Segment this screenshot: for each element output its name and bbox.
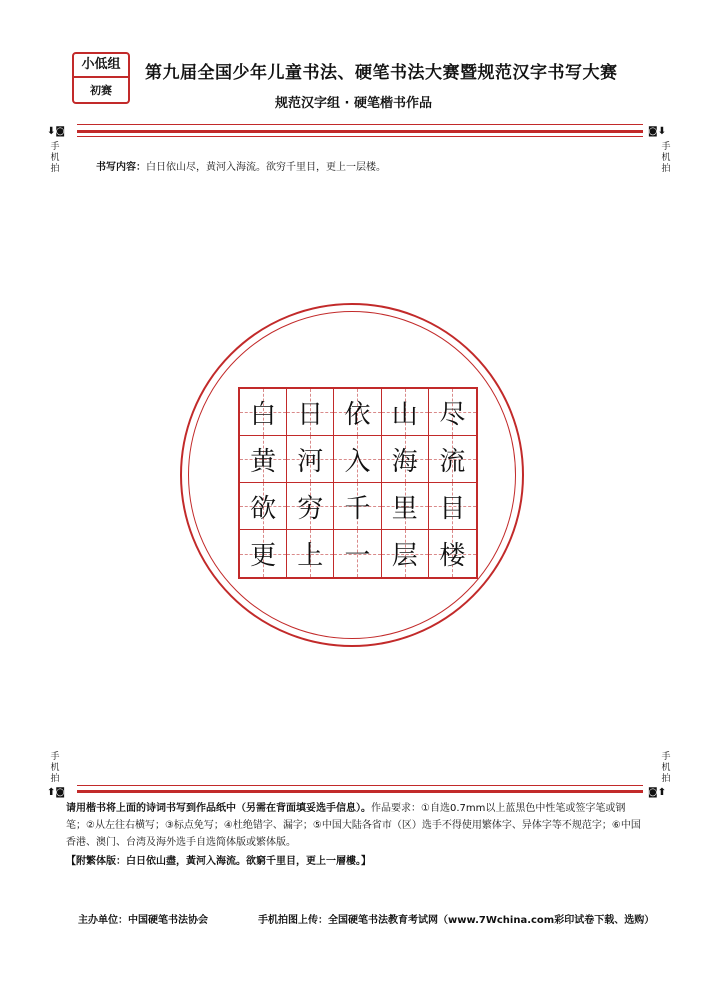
grid-cell: 里 <box>382 483 429 530</box>
grid-cell: 尽 <box>429 389 476 436</box>
grid-cell: 更 <box>240 530 287 577</box>
footer-upload: 手机拍图上传：全国硬笔书法教育考试网（www.7Wchina.com彩印试卷下载、选购） <box>258 915 655 926</box>
instructions <box>66 800 644 851</box>
grid-cell: 上 <box>287 530 334 577</box>
grid-cell: 目 <box>429 483 476 530</box>
grid-cell: 依 <box>334 389 381 436</box>
camera-marker-bottom-left: ⬆◙ <box>47 787 66 798</box>
photo-label-top-right: 手机拍 <box>661 142 671 174</box>
bottom-rule-thick <box>77 790 643 793</box>
grid-cell: 河 <box>287 436 334 483</box>
bottom-rule-thin <box>77 785 643 786</box>
badge-round-label: 初赛 <box>90 84 112 97</box>
instructions-body: 作品要求：①自选0.7mm以上蓝黑色中性笔或签字笔或钢笔；②从左往右横写；③标点免写；④杜绝错字、漏字；⑤中国大陆各省市（区）选手不得使用繁体字、异体字等不规范字；⑥中国香港、澳门、台湾及海外选手自选简体版或繁体版。 <box>66 803 641 848</box>
page-subtitle: 规范汉字组 · 硬笔楷书作品 <box>275 96 432 111</box>
grid-cell: 千 <box>334 483 381 530</box>
grid-cell: 入 <box>334 436 381 483</box>
grid-cell: 层 <box>382 530 429 577</box>
writing-grid <box>238 387 478 579</box>
top-rule-thin <box>77 124 643 125</box>
grid-cell: 日 <box>287 389 334 436</box>
badge-group-label: 小低组 <box>74 54 128 78</box>
photo-label-top-left: 手机拍 <box>50 142 60 174</box>
grid-cell: 白 <box>240 389 287 436</box>
grid-cell: 一 <box>334 530 381 577</box>
grid-cell: 流 <box>429 436 476 483</box>
top-rule-thick <box>77 130 643 133</box>
instructions-lead: 请用楷书将上面的诗词书写到作品纸中（另需在背面填妥选手信息）。 <box>66 803 371 814</box>
footer-organizer: 主办单位：中国硬笔书法协会 <box>78 915 208 926</box>
grid-cell: 楼 <box>429 530 476 577</box>
page-title: 第九届全国少年儿童书法、硬笔书法大赛暨规范汉字书写大赛 <box>145 63 618 83</box>
grid-cell: 海 <box>382 436 429 483</box>
traditional-note: 【附繁体版：白日依山盡，黃河入海流。欲窮千里目，更上一層樓。】 <box>66 856 371 867</box>
grid-cell: 欲 <box>240 483 287 530</box>
camera-marker-top-left: ⬇◙ <box>47 126 66 137</box>
grid-cell: 穷 <box>287 483 334 530</box>
grid-cell: 山 <box>382 389 429 436</box>
content-label: 书写内容： <box>96 162 146 173</box>
content-line <box>96 158 386 173</box>
top-rule-thin-2 <box>77 136 643 137</box>
camera-marker-bottom-right: ◙⬆ <box>648 787 667 798</box>
photo-label-bottom-right: 手机拍 <box>661 752 671 784</box>
grid-cell: 黄 <box>240 436 287 483</box>
photo-label-bottom-left: 手机拍 <box>50 752 60 784</box>
content-text: 白日依山尽，黄河入海流。欲穷千里目，更上一层楼。 <box>146 162 386 173</box>
camera-marker-top-right: ◙⬇ <box>648 126 667 137</box>
